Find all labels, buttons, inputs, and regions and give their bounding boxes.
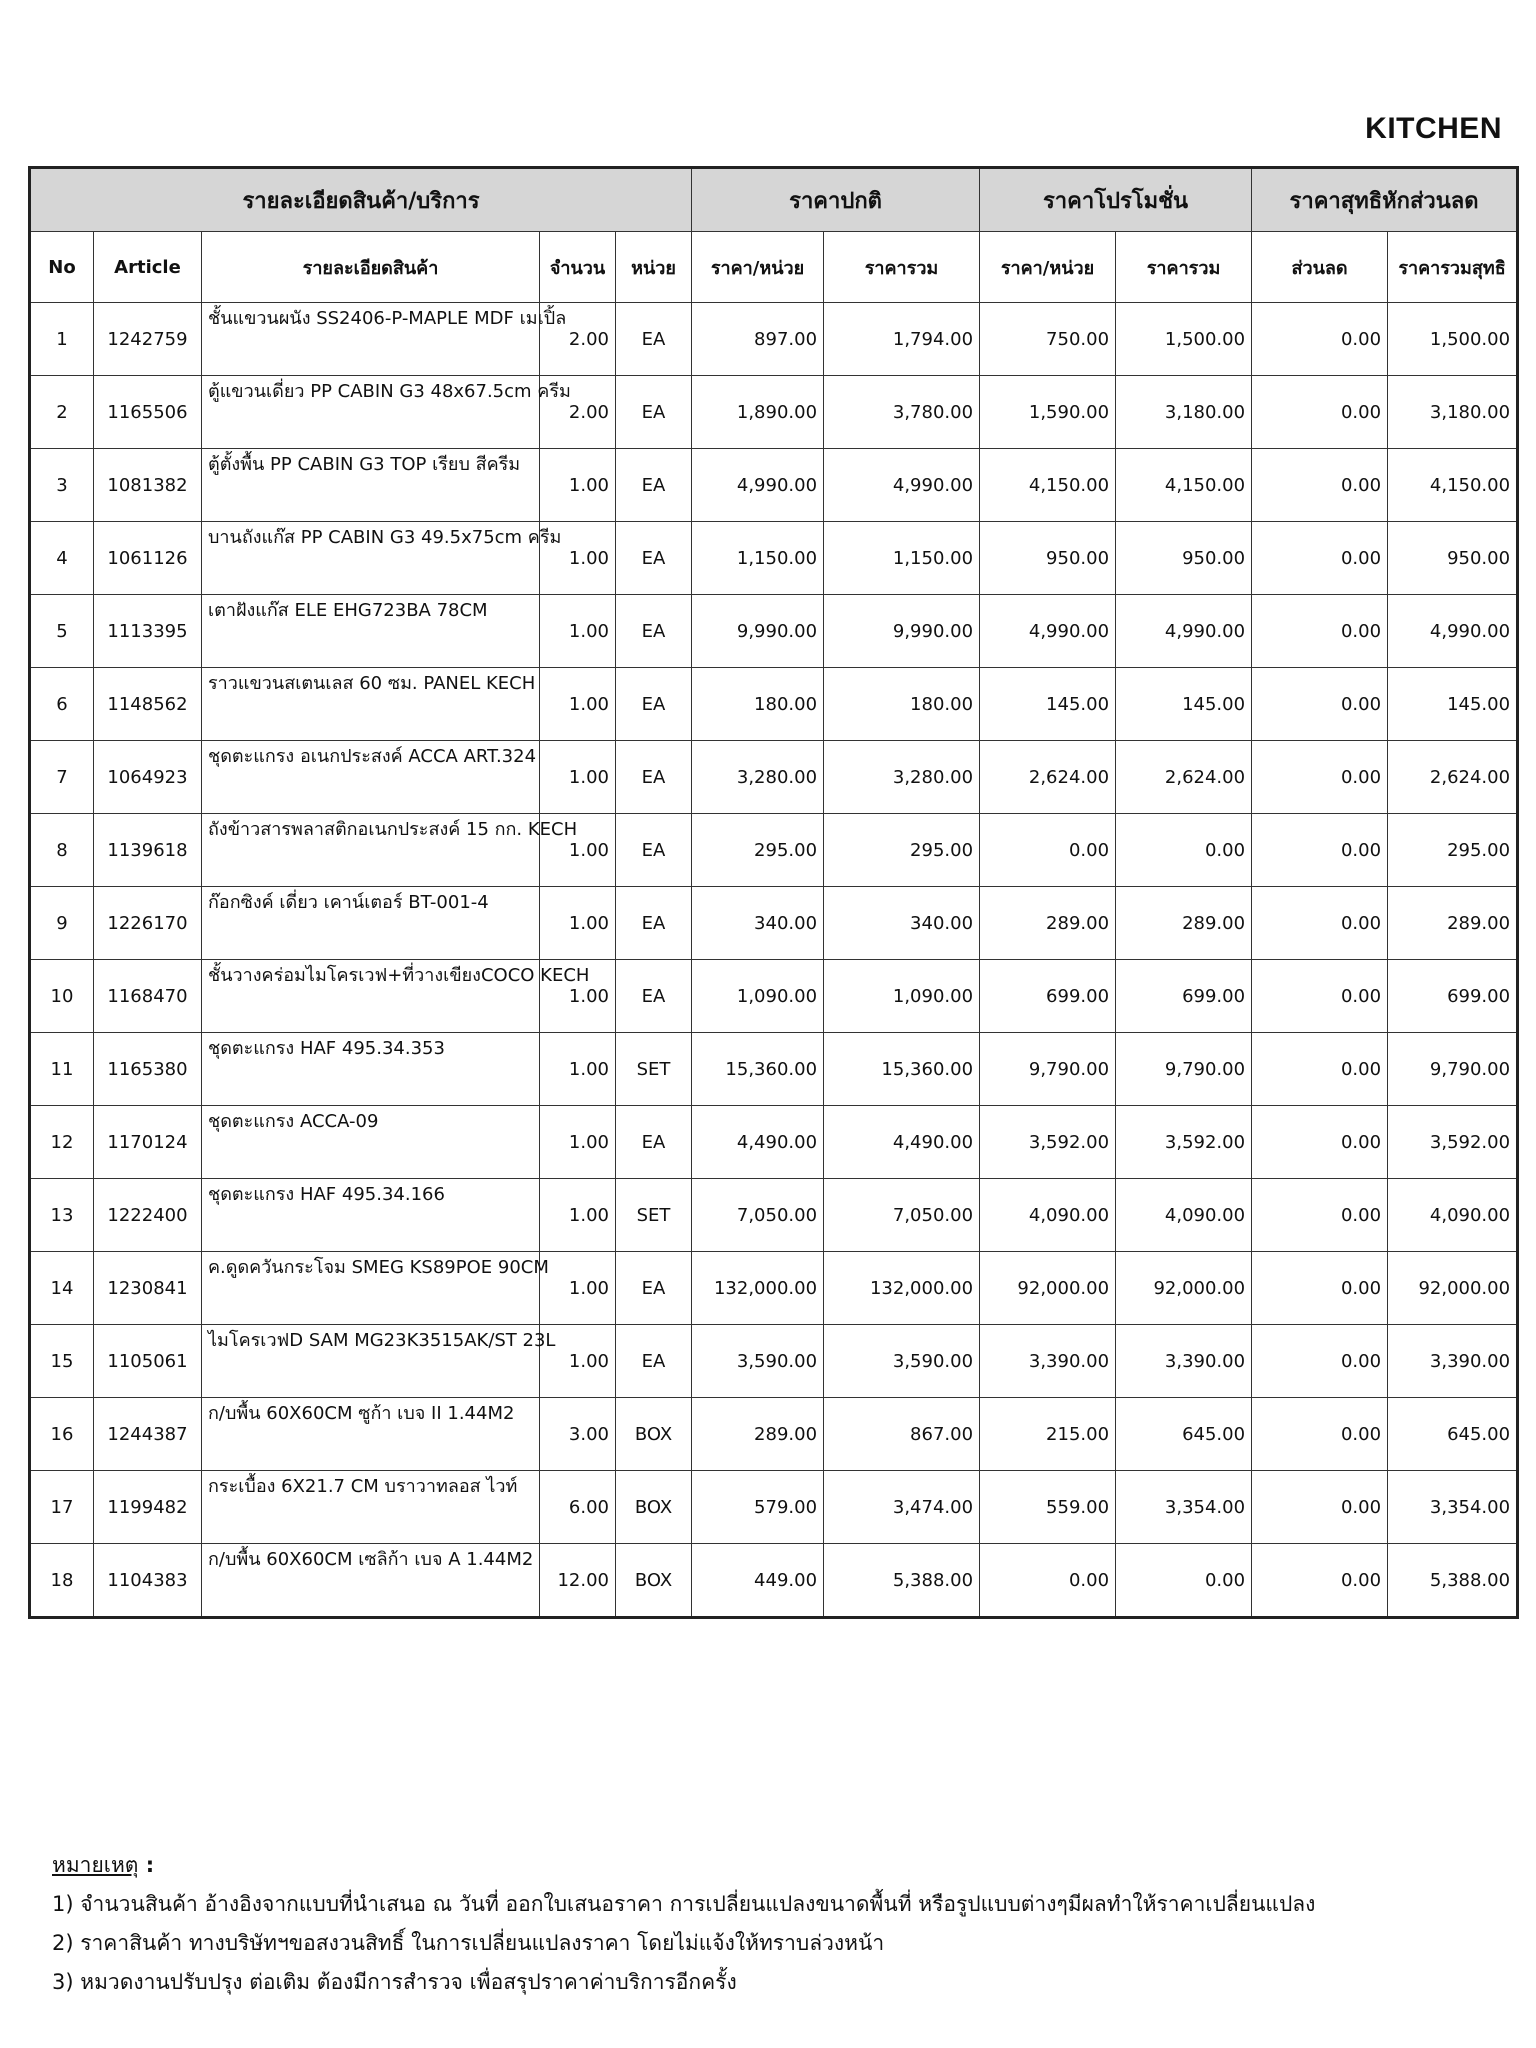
cell-unit: EA: [616, 595, 692, 668]
cell-no: 17: [30, 1471, 94, 1544]
cell-promo-unit-price: 4,090.00: [980, 1179, 1116, 1252]
cell-qty: 1.00: [540, 741, 616, 814]
col-header-discount: ส่วนลด: [1252, 232, 1388, 303]
cell-article: 1064923: [94, 741, 202, 814]
cell-qty: 1.00: [540, 522, 616, 595]
cell-unit: BOX: [616, 1398, 692, 1471]
cell-unit: EA: [616, 741, 692, 814]
cell-qty: 1.00: [540, 887, 616, 960]
cell-net-total: 92,000.00: [1388, 1252, 1518, 1325]
cell-unit: SET: [616, 1179, 692, 1252]
cell-discount: 0.00: [1252, 1325, 1388, 1398]
cell-net-total: 145.00: [1388, 668, 1518, 741]
cell-qty: 1.00: [540, 1033, 616, 1106]
cell-reg-unit-price: 132,000.00: [692, 1252, 824, 1325]
note-item-3: 3) หมวดงานปรับปรุง ต่อเติม ต้องมีการสำรวจ เพื่อสรุปราคาค่าบริการอีกครั้ง: [52, 1970, 737, 1994]
cell-article: 1081382: [94, 449, 202, 522]
cell-description: กระเบื้อง 6X21.7 CM บราวาทลอส ไวท์: [202, 1471, 540, 1544]
table-row: [30, 595, 1518, 668]
cell-discount: 0.00: [1252, 1179, 1388, 1252]
cell-description: ตู้แขวนเดี่ยว PP CABIN G3 48x67.5cm ครีม: [202, 376, 540, 449]
cell-description: ชั้นวางคร่อมไมโครเวฟ+ที่วางเขียงCOCO KECH: [202, 960, 540, 1033]
cell-description: ชุดตะแกรง HAF 495.34.166: [202, 1179, 540, 1252]
cell-promo-total: 3,390.00: [1116, 1325, 1252, 1398]
cell-discount: 0.00: [1252, 303, 1388, 376]
cell-article: 1244387: [94, 1398, 202, 1471]
cell-net-total: 9,790.00: [1388, 1033, 1518, 1106]
cell-reg-unit-price: 4,490.00: [692, 1106, 824, 1179]
cell-reg-total: 3,280.00: [824, 741, 980, 814]
cell-promo-total: 289.00: [1116, 887, 1252, 960]
cell-qty: 1.00: [540, 668, 616, 741]
cell-description: ค.ดูดควันกระโจม SMEG KS89POE 90CM: [202, 1252, 540, 1325]
cell-no: 10: [30, 960, 94, 1033]
cell-unit: BOX: [616, 1544, 692, 1618]
cell-qty: 2.00: [540, 303, 616, 376]
cell-reg-unit-price: 9,990.00: [692, 595, 824, 668]
cell-unit: BOX: [616, 1471, 692, 1544]
notes-heading-colon: :: [138, 1853, 155, 1877]
table-row: [30, 741, 1518, 814]
cell-discount: 0.00: [1252, 376, 1388, 449]
cell-discount: 0.00: [1252, 595, 1388, 668]
cell-promo-unit-price: 0.00: [980, 1544, 1116, 1618]
cell-reg-total: 340.00: [824, 887, 980, 960]
cell-no: 13: [30, 1179, 94, 1252]
cell-unit: EA: [616, 887, 692, 960]
cell-discount: 0.00: [1252, 1471, 1388, 1544]
cell-qty: 1.00: [540, 595, 616, 668]
cell-net-total: 3,180.00: [1388, 376, 1518, 449]
cell-reg-total: 5,388.00: [824, 1544, 980, 1618]
cell-article: 1113395: [94, 595, 202, 668]
cell-promo-total: 3,354.00: [1116, 1471, 1252, 1544]
cell-promo-unit-price: 9,790.00: [980, 1033, 1116, 1106]
group-net-price-header: ราคาสุทธิหักส่วนลด: [1252, 168, 1518, 232]
cell-promo-total: 950.00: [1116, 522, 1252, 595]
cell-reg-total: 132,000.00: [824, 1252, 980, 1325]
cell-no: 6: [30, 668, 94, 741]
cell-no: 2: [30, 376, 94, 449]
cell-promo-unit-price: 4,150.00: [980, 449, 1116, 522]
cell-discount: 0.00: [1252, 449, 1388, 522]
cell-discount: 0.00: [1252, 960, 1388, 1033]
col-header-promo-unit-price: ราคา/หน่วย: [980, 232, 1116, 303]
cell-reg-unit-price: 7,050.00: [692, 1179, 824, 1252]
cell-description: ราวแขวนสเตนเลส 60 ซม. PANEL KECH: [202, 668, 540, 741]
cell-article: 1105061: [94, 1325, 202, 1398]
cell-net-total: 5,388.00: [1388, 1544, 1518, 1618]
table-row: [30, 1179, 1518, 1252]
cell-promo-unit-price: 0.00: [980, 814, 1116, 887]
cell-qty: 1.00: [540, 814, 616, 887]
cell-reg-unit-price: 1,090.00: [692, 960, 824, 1033]
cell-promo-unit-price: 699.00: [980, 960, 1116, 1033]
notes-heading: หมายเหตุ: [52, 1853, 139, 1877]
cell-net-total: 645.00: [1388, 1398, 1518, 1471]
cell-no: 18: [30, 1544, 94, 1618]
cell-article: 1230841: [94, 1252, 202, 1325]
cell-net-total: 3,592.00: [1388, 1106, 1518, 1179]
cell-no: 8: [30, 814, 94, 887]
cell-promo-unit-price: 92,000.00: [980, 1252, 1116, 1325]
cell-promo-unit-price: 1,590.00: [980, 376, 1116, 449]
cell-reg-unit-price: 180.00: [692, 668, 824, 741]
col-header-no: No: [30, 232, 94, 303]
note-item-2: 2) ราคาสินค้า ทางบริษัทฯขอสงวนสิทธิ์ ในการเปลี่ยนแปลงราคา โดยไม่แจ้งให้ทราบล่วงหน้า: [52, 1931, 885, 1955]
cell-article: 1061126: [94, 522, 202, 595]
cell-no: 12: [30, 1106, 94, 1179]
cell-net-total: 295.00: [1388, 814, 1518, 887]
cell-reg-total: 7,050.00: [824, 1179, 980, 1252]
cell-no: 11: [30, 1033, 94, 1106]
cell-reg-unit-price: 1,150.00: [692, 522, 824, 595]
cell-unit: EA: [616, 1252, 692, 1325]
cell-reg-total: 3,474.00: [824, 1471, 980, 1544]
cell-reg-unit-price: 3,280.00: [692, 741, 824, 814]
cell-article: 1139618: [94, 814, 202, 887]
col-header-article: Article: [94, 232, 202, 303]
cell-discount: 0.00: [1252, 814, 1388, 887]
table-row: [30, 1325, 1518, 1398]
cell-description: ชุดตะแกรง ACCA-09: [202, 1106, 540, 1179]
cell-net-total: 3,390.00: [1388, 1325, 1518, 1398]
cell-net-total: 4,990.00: [1388, 595, 1518, 668]
cell-description: บานถังแก๊ส PP CABIN G3 49.5x75cm ครีม: [202, 522, 540, 595]
cell-promo-total: 4,150.00: [1116, 449, 1252, 522]
cell-no: 15: [30, 1325, 94, 1398]
cell-discount: 0.00: [1252, 1398, 1388, 1471]
cell-article: 1165506: [94, 376, 202, 449]
cell-promo-unit-price: 559.00: [980, 1471, 1116, 1544]
column-header-row: [30, 232, 1518, 303]
table-row: [30, 814, 1518, 887]
table-row: [30, 1033, 1518, 1106]
cell-article: 1168470: [94, 960, 202, 1033]
cell-article: 1242759: [94, 303, 202, 376]
cell-discount: 0.00: [1252, 522, 1388, 595]
cell-discount: 0.00: [1252, 887, 1388, 960]
cell-reg-unit-price: 579.00: [692, 1471, 824, 1544]
cell-reg-total: 9,990.00: [824, 595, 980, 668]
cell-promo-unit-price: 750.00: [980, 303, 1116, 376]
cell-article: 1104383: [94, 1544, 202, 1618]
cell-promo-unit-price: 215.00: [980, 1398, 1116, 1471]
cell-unit: EA: [616, 960, 692, 1033]
cell-qty: 1.00: [540, 1325, 616, 1398]
cell-promo-total: 645.00: [1116, 1398, 1252, 1471]
cell-unit: EA: [616, 668, 692, 741]
notes-section: [52, 1846, 1315, 2002]
cell-no: 16: [30, 1398, 94, 1471]
table-body: [30, 303, 1518, 1618]
cell-reg-unit-price: 289.00: [692, 1398, 824, 1471]
cell-promo-total: 3,592.00: [1116, 1106, 1252, 1179]
cell-description: ไมโครเวฟD SAM MG23K3515AK/ST 23L: [202, 1325, 540, 1398]
table-row: [30, 1471, 1518, 1544]
cell-discount: 0.00: [1252, 1033, 1388, 1106]
cell-promo-total: 1,500.00: [1116, 303, 1252, 376]
cell-reg-total: 295.00: [824, 814, 980, 887]
cell-net-total: 4,150.00: [1388, 449, 1518, 522]
cell-promo-unit-price: 3,390.00: [980, 1325, 1116, 1398]
table-row: [30, 449, 1518, 522]
cell-reg-total: 3,780.00: [824, 376, 980, 449]
group-regular-price-header: ราคาปกติ: [692, 168, 980, 232]
cell-qty: 6.00: [540, 1471, 616, 1544]
cell-article: 1222400: [94, 1179, 202, 1252]
cell-reg-total: 1,090.00: [824, 960, 980, 1033]
cell-unit: EA: [616, 1106, 692, 1179]
cell-qty: 12.00: [540, 1544, 616, 1618]
cell-article: 1226170: [94, 887, 202, 960]
cell-unit: EA: [616, 449, 692, 522]
cell-promo-total: 4,090.00: [1116, 1179, 1252, 1252]
col-header-qty: จำนวน: [540, 232, 616, 303]
cell-net-total: 3,354.00: [1388, 1471, 1518, 1544]
table-row: [30, 960, 1518, 1033]
cell-reg-total: 1,150.00: [824, 522, 980, 595]
col-header-reg-total: ราคารวม: [824, 232, 980, 303]
cell-description: ก/บพื้น 60X60CM เซลิก้า เบจ A 1.44M2: [202, 1544, 540, 1618]
cell-reg-unit-price: 1,890.00: [692, 376, 824, 449]
page-title: KITCHEN: [1365, 112, 1502, 145]
cell-article: 1148562: [94, 668, 202, 741]
table-row: [30, 376, 1518, 449]
cell-qty: 1.00: [540, 1179, 616, 1252]
cell-reg-total: 867.00: [824, 1398, 980, 1471]
cell-reg-unit-price: 15,360.00: [692, 1033, 824, 1106]
cell-net-total: 699.00: [1388, 960, 1518, 1033]
table-row: [30, 1398, 1518, 1471]
cell-promo-total: 145.00: [1116, 668, 1252, 741]
cell-discount: 0.00: [1252, 1252, 1388, 1325]
cell-promo-unit-price: 289.00: [980, 887, 1116, 960]
cell-qty: 1.00: [540, 1106, 616, 1179]
cell-net-total: 4,090.00: [1388, 1179, 1518, 1252]
cell-qty: 2.00: [540, 376, 616, 449]
cell-promo-unit-price: 950.00: [980, 522, 1116, 595]
quotation-table: [28, 166, 1519, 1619]
cell-description: ตู้ตั้งพื้น PP CABIN G3 TOP เรียบ สีครีม: [202, 449, 540, 522]
group-header-row: [30, 168, 1518, 232]
cell-reg-unit-price: 295.00: [692, 814, 824, 887]
cell-discount: 0.00: [1252, 741, 1388, 814]
col-header-reg-unit-price: ราคา/หน่วย: [692, 232, 824, 303]
cell-reg-unit-price: 4,990.00: [692, 449, 824, 522]
cell-description: ถังข้าวสารพลาสติกอเนกประสงค์ 15 กก. KECH: [202, 814, 540, 887]
cell-net-total: 950.00: [1388, 522, 1518, 595]
cell-description: เตาฝังแก๊ส ELE EHG723BA 78CM: [202, 595, 540, 668]
col-header-unit: หน่วย: [616, 232, 692, 303]
cell-qty: 1.00: [540, 960, 616, 1033]
cell-net-total: 289.00: [1388, 887, 1518, 960]
cell-no: 3: [30, 449, 94, 522]
cell-promo-unit-price: 145.00: [980, 668, 1116, 741]
table-row: [30, 668, 1518, 741]
group-details-header: รายละเอียดสินค้า/บริการ: [30, 168, 692, 232]
cell-reg-total: 4,990.00: [824, 449, 980, 522]
cell-unit: EA: [616, 814, 692, 887]
table-row: [30, 1106, 1518, 1179]
cell-article: 1170124: [94, 1106, 202, 1179]
cell-promo-total: 0.00: [1116, 1544, 1252, 1618]
cell-article: 1165380: [94, 1033, 202, 1106]
col-header-promo-total: ราคารวม: [1116, 232, 1252, 303]
cell-reg-unit-price: 897.00: [692, 303, 824, 376]
cell-qty: 3.00: [540, 1398, 616, 1471]
cell-promo-total: 9,790.00: [1116, 1033, 1252, 1106]
cell-unit: SET: [616, 1033, 692, 1106]
table-row: [30, 887, 1518, 960]
table-row: [30, 1252, 1518, 1325]
cell-article: 1199482: [94, 1471, 202, 1544]
cell-unit: EA: [616, 522, 692, 595]
table-row: [30, 303, 1518, 376]
cell-discount: 0.00: [1252, 1106, 1388, 1179]
cell-promo-total: 4,990.00: [1116, 595, 1252, 668]
cell-reg-unit-price: 3,590.00: [692, 1325, 824, 1398]
cell-no: 4: [30, 522, 94, 595]
cell-reg-unit-price: 449.00: [692, 1544, 824, 1618]
cell-promo-total: 2,624.00: [1116, 741, 1252, 814]
cell-net-total: 1,500.00: [1388, 303, 1518, 376]
note-item-1: 1) จำนวนสินค้า อ้างอิงจากแบบที่นำเสนอ ณ วันที่ ออกใบเสนอราคา การเปลี่ยนแปลงขนาดพื้นที่ หรือรูปแบบต่างๆมีผลทำให้ราคาเปลี่ยนแปลง: [52, 1892, 1316, 1916]
table-row: [30, 522, 1518, 595]
cell-reg-total: 4,490.00: [824, 1106, 980, 1179]
cell-no: 9: [30, 887, 94, 960]
cell-promo-total: 92,000.00: [1116, 1252, 1252, 1325]
cell-promo-total: 699.00: [1116, 960, 1252, 1033]
cell-qty: 1.00: [540, 1252, 616, 1325]
cell-reg-total: 1,794.00: [824, 303, 980, 376]
cell-description: ก๊อกซิงค์ เดี่ยว เคาน์เตอร์ BT-001-4: [202, 887, 540, 960]
cell-qty: 1.00: [540, 449, 616, 522]
cell-unit: EA: [616, 303, 692, 376]
cell-no: 7: [30, 741, 94, 814]
cell-promo-total: 0.00: [1116, 814, 1252, 887]
cell-promo-unit-price: 3,592.00: [980, 1106, 1116, 1179]
cell-discount: 0.00: [1252, 668, 1388, 741]
cell-unit: EA: [616, 376, 692, 449]
cell-unit: EA: [616, 1325, 692, 1398]
notes-heading-line: [52, 1846, 1315, 1885]
cell-promo-total: 3,180.00: [1116, 376, 1252, 449]
cell-no: 1: [30, 303, 94, 376]
cell-promo-unit-price: 4,990.00: [980, 595, 1116, 668]
cell-description: ชั้นแขวนผนัง SS2406-P-MAPLE MDF เมเปิ้ล: [202, 303, 540, 376]
table-row: [30, 1544, 1518, 1618]
cell-description: ชุดตะแกรง อเนกประสงค์ ACCA ART.324: [202, 741, 540, 814]
cell-promo-unit-price: 2,624.00: [980, 741, 1116, 814]
cell-description: ก/บพื้น 60X60CM ซูก้า เบจ II 1.44M2: [202, 1398, 540, 1471]
cell-net-total: 2,624.00: [1388, 741, 1518, 814]
cell-discount: 0.00: [1252, 1544, 1388, 1618]
col-header-description: รายละเอียดสินค้า: [202, 232, 540, 303]
cell-no: 14: [30, 1252, 94, 1325]
cell-reg-unit-price: 340.00: [692, 887, 824, 960]
group-promo-price-header: ราคาโปรโมชั่น: [980, 168, 1252, 232]
cell-reg-total: 180.00: [824, 668, 980, 741]
cell-no: 5: [30, 595, 94, 668]
cell-reg-total: 3,590.00: [824, 1325, 980, 1398]
col-header-net-total: ราคารวมสุทธิ: [1388, 232, 1518, 303]
cell-reg-total: 15,360.00: [824, 1033, 980, 1106]
cell-description: ชุดตะแกรง HAF 495.34.353: [202, 1033, 540, 1106]
